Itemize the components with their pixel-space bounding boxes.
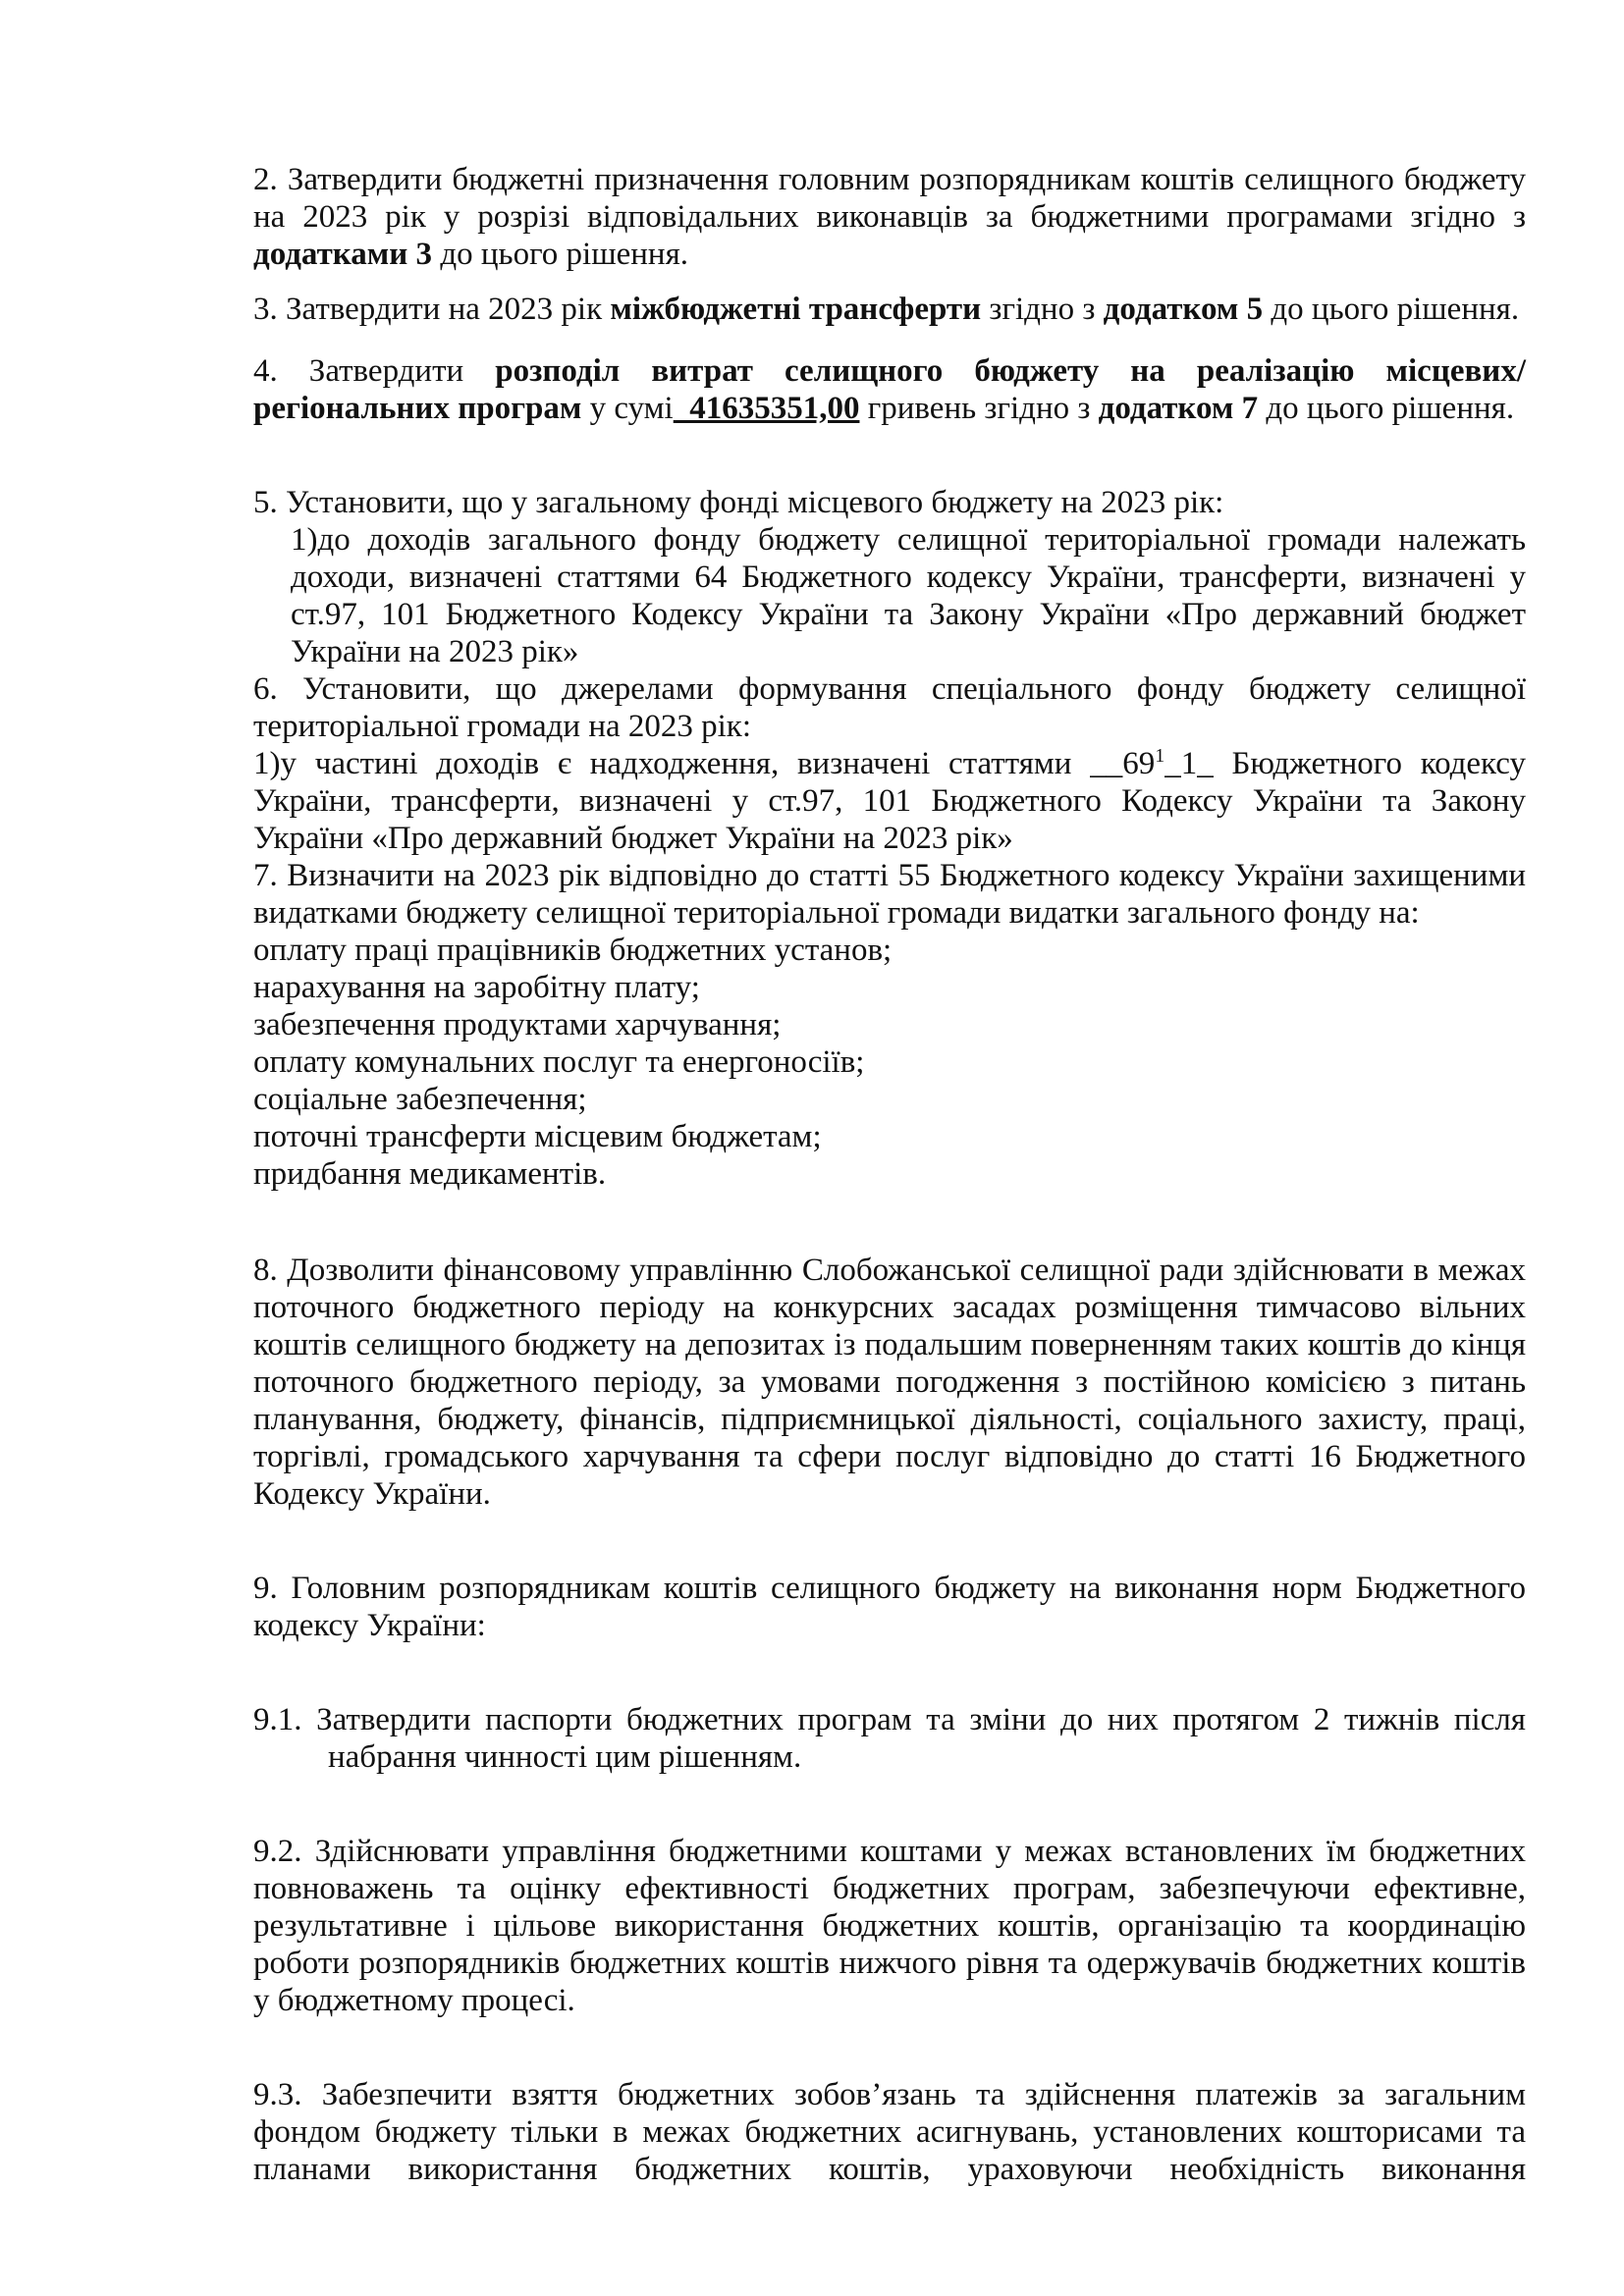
list-item: придбання медикаментів. (253, 1156, 607, 1192)
paragraph-2-bold: додатками 3 (253, 237, 433, 272)
paragraph-2 (253, 161, 1526, 273)
paragraph-4-mid: у сумі (581, 391, 674, 426)
paragraph-9-3: 9.3. Забезпечити взяття бюджетних зобов’язань та здійснення платежів за загальним фондом бюджету тільки в межах бюджетних асигнувань, установлених кошторисами та планами використання бюджетних коштів, ураховуючи необхідність виконання (253, 2077, 1526, 2187)
paragraph-2-tail: до цього рішення. (432, 237, 689, 272)
paragraph-9-2: 9.2. Здійснювати управління бюджетними коштами у межах встановлених їм бюджетних повноважень та оцінку ефективності бюджетних програм, забезпечуючи ефективне, результативне і цільове використання бюджетних коштів, організацію та координацію роботи розпорядників бюджетних коштів нижчого рівня та одержувачів бюджетних коштів у бюджетному процесі. (253, 1834, 1526, 2018)
paragraph-3-mid: згідно з (981, 292, 1104, 327)
paragraph-3-bold-annex: додатком 5 (1103, 292, 1264, 327)
protected-expenses-list (253, 932, 1526, 1193)
list-item: оплату комунальних послуг та енергоносіїв; (253, 1044, 865, 1080)
list-item: оплату праці працівників бюджетних установ; (253, 933, 893, 968)
paragraph-7-heading: 7. Визначити на 2023 рік відповідно до статті 55 Бюджетного кодексу України захищеними видатками бюджету селищної територіальної громади видатки загального фонду на: (253, 858, 1526, 931)
paragraph-4-amount: 41635351,00 (673, 391, 860, 426)
paragraph-4-bold-annex: додатком 7 (1098, 391, 1259, 426)
list-item: нарахування на заробітну плату; (253, 970, 700, 1005)
paragraph-9-1: 9.1. Затвердити паспорти бюджетних програм та зміни до них протягом 2 тижнів після набрання чинності цим рішенням. (253, 1702, 1526, 1775)
paragraph-6-item-text: 1)у частині доходів є надходження, визначені статтями (253, 746, 1091, 781)
paragraph-5-item-1: 1)до доходів загального фонду бюджету селищної територіальної громади належать доходи, визначені статтями 64 Бюджетного кодексу України, трансферти, визначені у ст.97, 101 Бюджетного Кодексу України та Закону України «Про державний бюджет України на 2023 рік» (291, 522, 1526, 669)
list-item: поточні трансферти місцевим бюджетам; (253, 1119, 822, 1154)
paragraph-4 (253, 352, 1526, 427)
paragraph-5-heading: 5. Установити, що у загальному фонді місцевого бюджету на 2023 рік: (253, 485, 1224, 520)
paragraph-4-tail: до цього рішення. (1258, 391, 1515, 426)
list-item: забезпечення продуктами харчування; (253, 1007, 782, 1042)
paragraph-6-article-ref (1090, 746, 1214, 781)
paragraph-6-heading: 6. Установити, що джерелами формування спеціального фонду бюджету селищної територіальної громади на 2023 рік: (253, 671, 1526, 744)
paragraph-2-text: 2. Затвердити бюджетні призначення головним розпорядникам коштів селищного бюджету на 2023 рік у розрізі відповідальних виконавців за бюджетними програмами згідно з (253, 162, 1526, 235)
article-superscript: 1 (1155, 745, 1165, 767)
paragraph-6-item-1 (253, 745, 1526, 857)
article-suffix: _1_ (1164, 746, 1214, 781)
paragraph-6-item-tail: Бюджетного кодексу України, трансферти, визначені у ст.97, 101 Бюджетного Кодексу України та Закону України «Про державний бюджет України на 2023 рік» (253, 746, 1526, 856)
paragraph-3-bold-transfers: міжбюджетні трансферти (610, 292, 982, 327)
paragraph-3-tail: до цього рішення. (1263, 292, 1520, 327)
paragraph-4-text: 4. Затвердити (253, 353, 496, 389)
paragraph-4-bold-distribution: розподіл витрат селищного бюджету на реалізацію місцевих/регіональних програм (253, 353, 1526, 426)
paragraph-3-text: 3. Затвердити на 2023 рік (253, 292, 611, 327)
paragraph-4-mid2: гривень згідно з (859, 391, 1099, 426)
paragraph-8: 8. Дозволити фінансовому управлінню Слобожанської селищної ради здійснювати в межах поточного бюджетного періоду на конкурсних засадах розміщення тимчасово вільних коштів селищного бюджету на депозитах із подальшим поверненням таких коштів до кінця поточного бюджетного періоду, за умовами погодження з постійною комісією з питань планування, бюджету, фінансів, підприємницької діяльності, соціального захисту, праці, торгівлі, громадського харчування та сфери послуг відповідно до статті 16 Бюджетного Кодексу України. (253, 1253, 1526, 1512)
paragraph-9: 9. Головним розпорядникам коштів селищного бюджету на виконання норм Бюджетного кодексу України: (253, 1571, 1526, 1643)
paragraph-3 (253, 291, 1526, 328)
document-body (253, 161, 1526, 2188)
list-item: соціальне забезпечення; (253, 1082, 587, 1117)
article-number: __69 (1090, 746, 1156, 781)
